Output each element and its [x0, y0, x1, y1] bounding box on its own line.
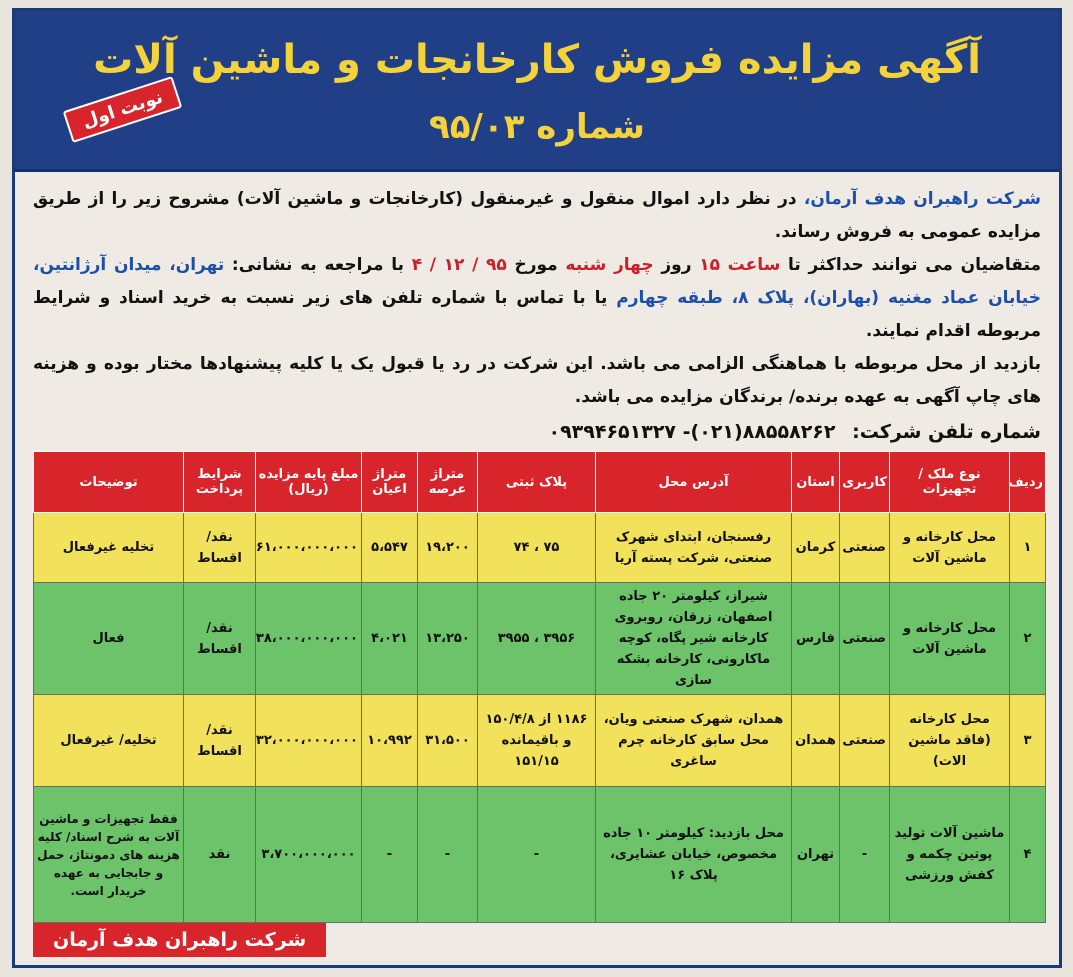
first-round-badge: نوبت اول — [63, 76, 183, 143]
header-payment: شرایط پرداخت — [184, 452, 256, 513]
header-plate: پلاک ثبتی — [478, 452, 596, 513]
auction-table — [33, 451, 1046, 923]
phone-label: شماره تلفن شرکت: — [852, 421, 1041, 443]
header-building-area: متراژ اعیان — [362, 452, 418, 513]
table-row: ۲ محل کارخانه و ماشین آلات صنعتی فارس شیراز، کیلومتر ۲۰ جاده اصفهان، زرقان، روبروی کارخانه شیر پگاه، کوچه ماکارونی، کارخانه بشکه سازی ۳۹۵۶ ، ۳۹۵۵ ۱۳،۲۵۰ ۴،۰۲۱ ۳۸،۰۰۰،۰۰۰،۰۰۰ نقد/ اقساط فعال — [34, 583, 1046, 695]
page-title: آگهی مزایده فروش کارخانجات و ماشین آلات — [93, 37, 981, 83]
header-province: استان — [792, 452, 840, 513]
intro-paragraph-3: بازدید از محل مربوطه با هماهنگی الزامی می باشد. این شرکت در رد یا قبول یک یا کلیه پیشنهادها مختار بوده و هزینه های چاپ آگهی به عهده برنده/ برندگان مزایده می باشد. — [33, 354, 1041, 407]
table-row: ۴ ماشین آلات تولید پوتین چکمه و کفش ورزشی - تهران محل بازدید: کیلومتر ۱۰ جاده مخصوص، خیابان عشایری، پلاک ۱۶ - - - ۳،۷۰۰،۰۰۰،۰۰۰ نقد فقط تجهیزات و ماشین آلات به شرح اسناد/ کلیه هزینه های دمونتاژ، حمل و جابجایی به عهده خریدار است. — [34, 787, 1046, 923]
footer-company-banner: شرکت راهبران هدف آرمان — [33, 923, 326, 957]
header-type: نوع ملک / تجهیزات — [890, 452, 1010, 513]
table-header-row — [34, 452, 1046, 513]
deadline-time: ساعت ۱۵ — [699, 255, 781, 275]
company-name: شرکت راهبران هدف آرمان، — [803, 189, 1042, 209]
header-land-area: متراژ عرصه — [418, 452, 478, 513]
header-row-number: ردیف — [1010, 452, 1046, 513]
intro-paragraph-2: متقاضیان می توانند حداکثر تا ساعت ۱۵ روز چهار شنبه مورخ ۹۵ / ۱۲ / ۴ با مراجعه به نشانی: تهران، میدان آرژانتین، خیابان عماد مغنیه (بهاران)، پلاک ۸، طبقه چهارم یا با تماس با شماره تلفن های زیر نسبت به خرید اسناد و شرایط مربوطه اقدام نمایند. — [33, 255, 1041, 341]
table-row: ۳ محل کارخانه (فاقد ماشین الات) صنعتی همدان همدان، شهرک صنعتی ویان، محل سابق کارخانه چرم ساغری ۱۱۸۶ از ۱۵۰/۴/۸ و باقیمانده ۱۵۱/۱۵ ۳۱،۵۰۰ ۱۰،۹۹۲ ۳۲،۰۰۰،۰۰۰،۰۰۰ نقد/ اقساط تخلیه/ غیرفعال — [34, 695, 1046, 787]
header-address: آدرس محل — [596, 452, 792, 513]
advertisement-page — [12, 8, 1062, 968]
deadline-day: چهار شنبه — [565, 255, 654, 275]
auction-number: شماره ۹۵/۰۳ — [429, 107, 645, 147]
header-notes: توضیحات — [34, 452, 184, 513]
phone-numbers: ۸۸۵۵۸۲۶۲(۰۲۱)- ۰۹۳۹۴۶۵۱۳۲۷ — [548, 421, 836, 443]
phone-line — [548, 421, 1041, 443]
header-base-price: مبلغ پایه مزایده (ریال) — [256, 452, 362, 513]
intro-text — [33, 183, 1041, 414]
intro-paragraph-1: شرکت راهبران هدف آرمان، در نظر دارد اموال منقول و غیرمنقول (کارخانجات و ماشین آلات) مشروح زیر را از طریق مزایده عمومی به فروش رساند. — [33, 189, 1042, 242]
company-address: تهران، میدان آرژانتین، خیابان عماد مغنیه (بهاران)، پلاک ۸، طبقه چهارم — [33, 255, 1041, 308]
header-banner — [15, 11, 1059, 172]
header-use: کاربری — [840, 452, 890, 513]
deadline-date: ۹۵ / ۱۲ / ۴ — [411, 255, 507, 275]
table-row: ۱ محل کارخانه و ماشین آلات صنعتی کرمان رفسنجان، ابتدای شهرک صنعتی، شرکت پسته آریا ۷۵ ، ۷۴ ۱۹،۲۰۰ ۵،۵۴۷ ۶۱،۰۰۰،۰۰۰،۰۰۰ نقد/ اقساط تخلیه غیرفعال — [34, 513, 1046, 583]
